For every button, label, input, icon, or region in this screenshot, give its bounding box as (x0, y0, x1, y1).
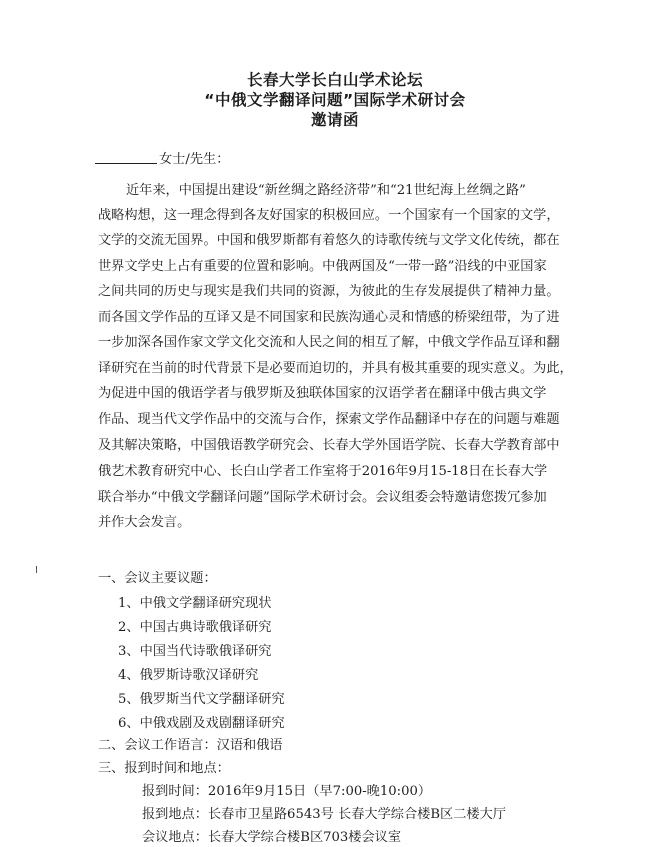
body-paragraph-line: 近年来，中国提出建设“新丝绸之路经济带”和“21世纪海上丝绸之路” (126, 183, 526, 198)
body-paragraph-line: 联合举办“中俄文学翻译问题”国际学术研讨会。会议组委会特邀请您拨冗参加 (98, 490, 547, 505)
body-paragraph-line: 战略构想，这一理念得到各友好国家的积极回应。一个国家有一个国家的文学， (98, 208, 560, 223)
meeting-location: 会议地点：长春大学综合楼B区703楼会议室 (142, 830, 402, 845)
name-blank-line (95, 149, 157, 164)
topic-item: 1、中俄文学翻译研究现状 (118, 596, 272, 611)
body-paragraph-line: 之间共同的历史与现实是我们共同的资源，为彼此的生存发展提供了精神力量。 (98, 284, 560, 299)
body-paragraph-line: 译研究在当前的时代背景下是必要而迫切的，并具有极其重要的现实意义。为此， (98, 361, 573, 376)
topic-item: 6、中俄戏剧及戏剧翻译研究 (118, 716, 285, 731)
body-paragraph-line: 一步加深各国作家文学文化交流和人民之间的相互了解，中俄文学作品互译和翻 (98, 335, 560, 350)
registration-heading: 三、报到时间和地点： (98, 761, 230, 776)
letter-heading: 邀请函 (310, 111, 359, 129)
body-paragraph-line: 及其解决策略，中国俄语教学研究会、长春大学外国语学院、长春大学教育部中 (98, 438, 560, 453)
body-paragraph-line: 并作大会发言。 (98, 515, 191, 530)
topic-item: 4、俄罗斯诗歌汉译研究 (118, 668, 259, 683)
body-paragraph-line: 文学的交流无国界。中国和俄罗斯都有着悠久的诗歌传统与文学文化传统，都在 (98, 233, 560, 248)
topic-item: 5、俄罗斯当代文学翻译研究 (118, 692, 285, 707)
scan-mark (36, 566, 37, 573)
language-line: 二、会议工作语言：汉语和俄语 (98, 738, 283, 753)
conference-title: “中俄文学翻译问题”国际学术研讨会 (204, 91, 466, 109)
forum-title: 长春大学长白山学术论坛 (246, 71, 423, 89)
body-paragraph-line: 世界文学史上占有重要的位置和影响。中俄两国及“一带一路”沿线的中亚国家 (98, 259, 547, 274)
body-paragraph-line: 而各国文学作品的互译又是不同国家和民族沟通心灵和情感的桥梁纽带，为了进 (98, 310, 560, 325)
topics-heading: 一、会议主要议题： (98, 571, 217, 586)
salutation (95, 149, 229, 169)
registration-time: 报到时间：2016年9月15日（早7:00-晚10:00） (142, 784, 432, 799)
registration-location: 报到地点：长春市卫星路6543号 长春大学综合楼B区二楼大厅 (142, 807, 506, 822)
topic-item: 3、中国当代诗歌俄译研究 (118, 644, 272, 659)
body-paragraph-line: 俄艺术教育研究中心、长白山学者工作室将于2016年9月15-18日在长春大学 (98, 464, 548, 479)
body-paragraph-line: 为促进中国的俄语学者与俄罗斯及独联体国家的汉语学者在翻译中俄古典文学 (98, 386, 547, 401)
body-paragraph-line: 作品、现当代文学作品中的交流与合作，探索文学作品翻译中存在的问题与难题 (98, 412, 560, 427)
salutation-text: 女士/先生： (159, 152, 230, 167)
topic-item: 2、中国古典诗歌俄译研究 (118, 620, 272, 635)
